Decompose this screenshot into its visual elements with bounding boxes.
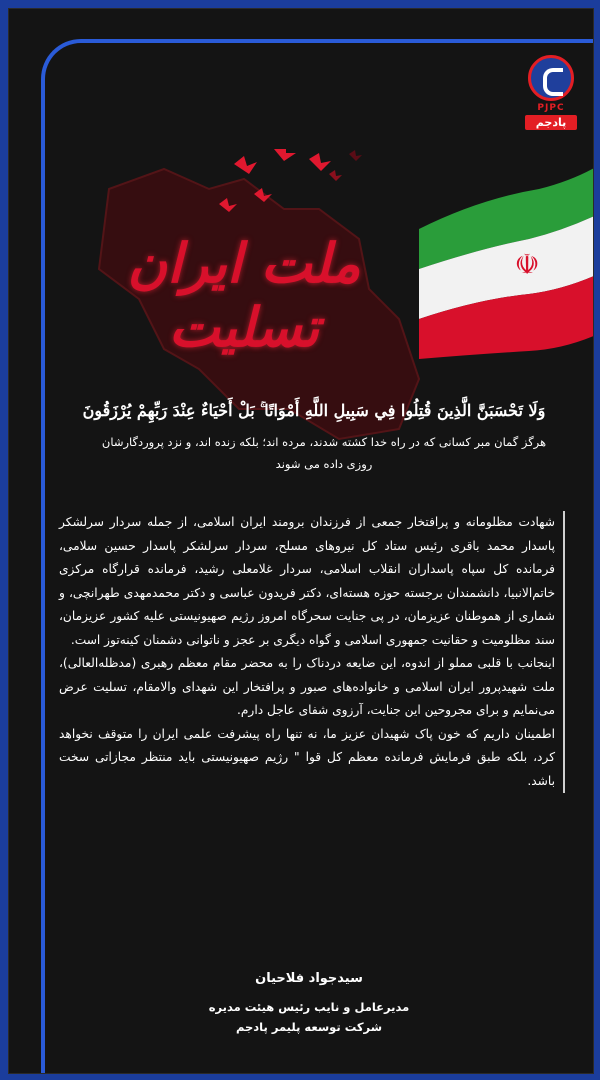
condolence-card [8, 8, 594, 1074]
logo-latin-text: PJPC [537, 103, 565, 113]
quran-verse: وَلَا تَحْسَبَنَّ الَّذِينَ قُتِلُوا فِي سَبِيلِ اللَّهِ أَمْوَاتًا ۚ بَلْ أَحْيَاءٌ عِنْدَ رَبِّهِمْ يُرْزَقُونَ [82, 401, 546, 420]
message-paragraph: اطمینان داریم که خون پاک شهیدان عزیز ما، نه تنها راه پیشرفت علمی ایران را متوقف نخواهد کرد، بلکه طبق فرمایش فرمانده معظم کل قوا " رژیم صهیونیستی باید منتظر مجازاتی سخت باشد. [59, 726, 555, 788]
headline-calligraphy: ملت ایران تسلیت [127, 231, 361, 359]
condolence-message [59, 511, 565, 793]
signer-company: شرکت توسعه پلیمر پادجم [235, 1020, 383, 1034]
message-paragraph: شهادت مظلومانه و پرافتخار جمعی از فرزندان برومند ایران اسلامی، از جمله سردار سرلشکر پاسدار محمد باقری رئیس ستاد کل نیروهای مسلح، سردار سرلشکر پاسدار حسین سلامی، فرمانده کل سپاه پاسداران انقلاب اسلامی، سردار غلامعلی رشید، فرمانده قرارگاه مرکزی خاتم‌الانبیا، دانشمندان برجسته حوزه هسته‌ای، دکتر فریدون عباسی و دکتر محمدمهدی طهرانچی، و شماری از هموطنان عزیزمان، در پی جنایت سحرگاه امروز رژیم صهیونیستی علیه کشور عزیزمان، سند مظلومیت و حقانیت جمهوری اسلامی و گواه دیگری بر عجز و ناتوانی دشمنان کینه‌توز است. [59, 515, 555, 647]
iran-flag-illustration [419, 159, 594, 359]
message-paragraph: اینجانب با قلبی مملو از اندوه، این ضایعه دردناک را به محضر مقام معظم رهبری (مدظله‌العالی)، ملت شهیدپرور ایران اسلامی و خانواده‌های صبور و پرافتخار این شهدای والامقام، تسلیت عرض می‌نمایم و برای مجروحین این جنایت، آرزوی شفای عاجل دارم. [59, 656, 555, 717]
signature-block [159, 971, 459, 1040]
logo-persian-text: پادجم [525, 115, 577, 130]
logo-emblem-icon [528, 55, 574, 101]
verse-translation: هرگز گمان مبر کسانی که در راه خدا کشته شدند، مرده اند؛ بلکه زنده اند، و نزد پروردگارشان روزی داده می شوند [101, 435, 547, 471]
company-logo [525, 55, 577, 141]
flag-emblem-icon: ☫ [514, 248, 540, 281]
signer-title: مدیرعامل و نایب رئیس هیئت مدیره [208, 1000, 410, 1014]
signer-name: سیدجواد فلاحیان [255, 971, 363, 986]
